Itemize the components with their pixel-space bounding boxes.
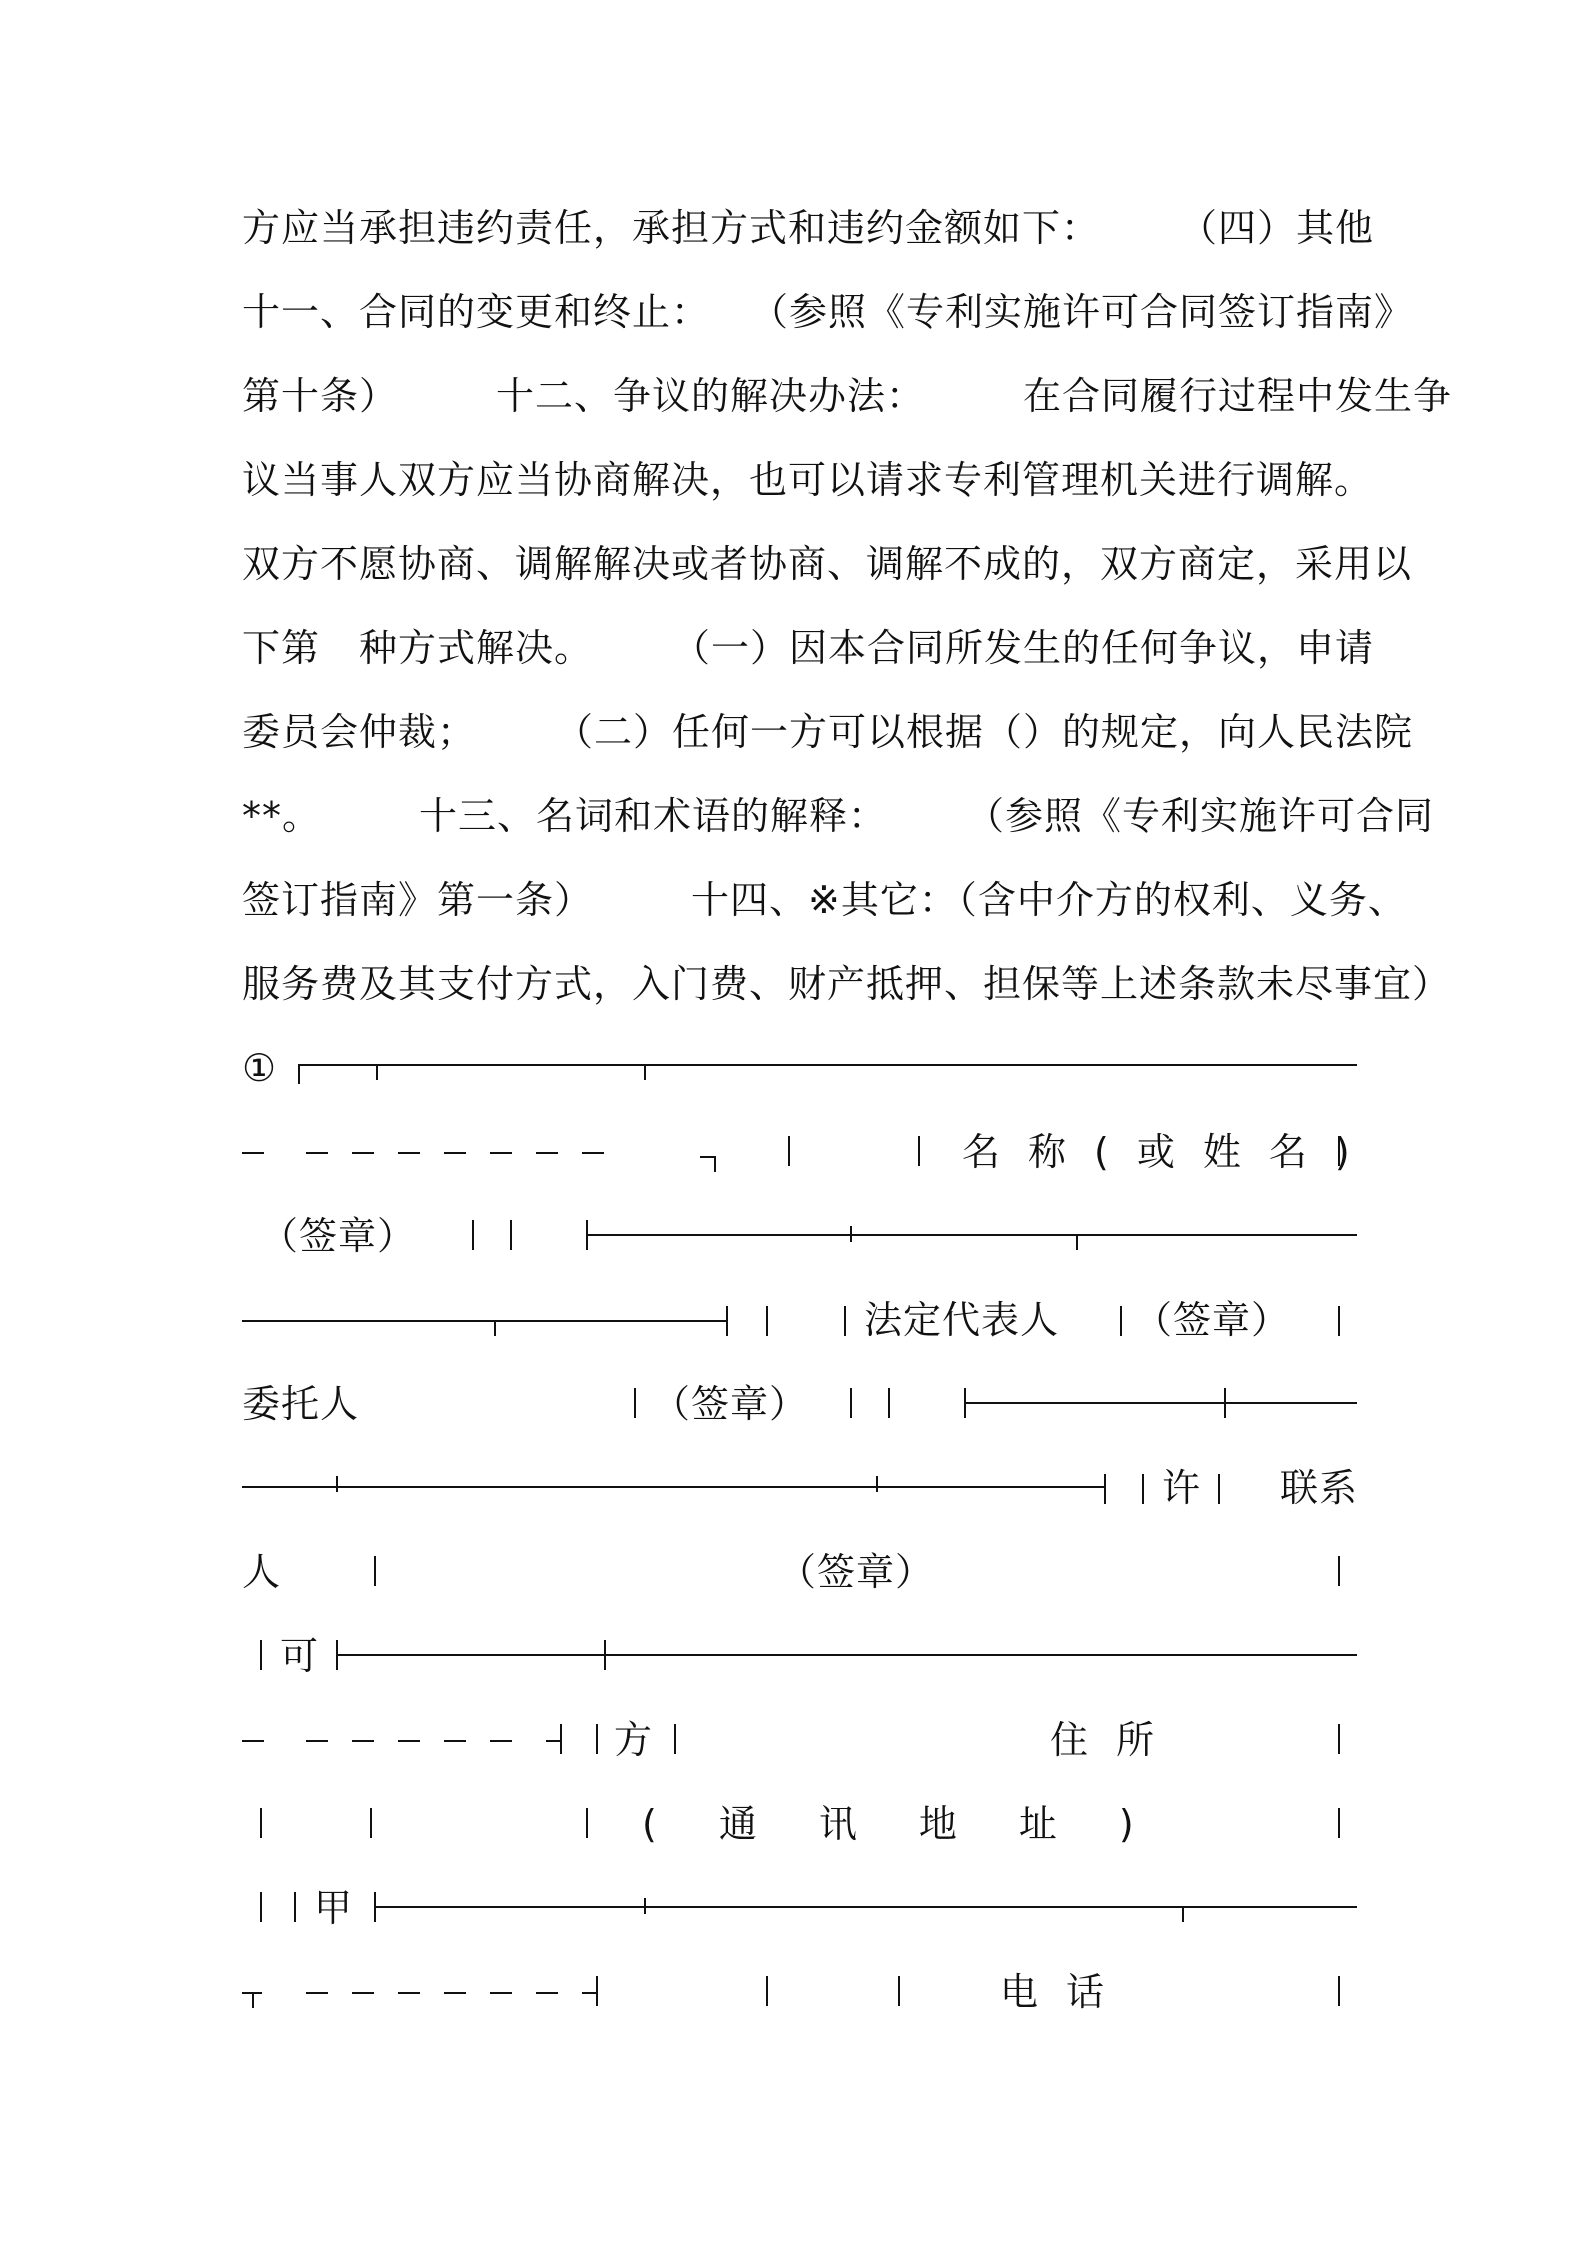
text-line (242, 606, 1375, 690)
party-char: 方 (614, 1718, 654, 1762)
signature-table-row (242, 1110, 1378, 1194)
table-rule (306, 1152, 328, 1154)
table-rule (888, 1388, 890, 1418)
text-line (242, 438, 1374, 522)
table-rule (398, 1740, 420, 1742)
table-rule (444, 1740, 466, 1742)
table-rule (1120, 1306, 1122, 1336)
signature-table-row (242, 1698, 1357, 1782)
table-rule (766, 1306, 768, 1336)
table-rule (376, 1064, 378, 1080)
table-rule (1338, 1556, 1340, 1586)
signature-table-row (242, 1362, 1357, 1446)
table-rule (596, 1976, 598, 2006)
table-rule (644, 1064, 646, 1080)
paragraph-line-5: 双方不愿协商、调解解决或者协商、调解不成的，双方商定，采用以 (242, 542, 1413, 586)
contact-label: 联系 (1280, 1466, 1359, 1510)
text-line (242, 354, 1453, 438)
table-rule (490, 1992, 512, 1994)
address-label: 住所 (1050, 1718, 1183, 1762)
mailing-address-label: (通讯地址) (642, 1802, 1196, 1846)
table-rule (1218, 1474, 1220, 1504)
seal-label: （签章） (778, 1550, 935, 1594)
table-rule (260, 1892, 262, 1922)
text-line (242, 270, 1414, 354)
signature-table-row (242, 1950, 1357, 2034)
name-label: 名称(或姓名) (962, 1130, 1378, 1174)
table-rule (242, 1152, 264, 1154)
phone-label: 电话 (1000, 1970, 1133, 2014)
table-rule (294, 1892, 296, 1922)
paragraph-line-10: 服务费及其支付方式，入门费、财产抵押、担保等上述条款未尽事宜） (242, 962, 1452, 1006)
table-rule (1338, 1808, 1340, 1838)
table-rule (596, 1724, 598, 1754)
table-rule (1142, 1474, 1144, 1504)
table-rule (444, 1152, 466, 1154)
table-rule (918, 1136, 920, 1166)
table-rule (1104, 1474, 1106, 1504)
table-rule (1338, 1976, 1340, 2006)
table-rule (1338, 1724, 1340, 1754)
signature-table-row (242, 1278, 1357, 1362)
paragraph-line-7: 委员会仲裁； （二）任何一方可以根据（）的规定，向人民法院 (242, 710, 1414, 754)
table-rule (1338, 1306, 1340, 1336)
paragraph-line-3: 第十条） 十二、争议的解决办法： 在合同履行过程中发生争 (242, 374, 1453, 418)
table-rule (850, 1226, 852, 1242)
text-line (242, 522, 1413, 606)
table-rule (546, 1740, 560, 1742)
table-rule (242, 1320, 726, 1322)
table-rule (964, 1402, 1357, 1404)
signature-table-row (242, 1614, 1357, 1698)
signature-table-row (242, 1866, 1357, 1950)
table-rule (582, 1992, 596, 1994)
table-rule (714, 1156, 716, 1172)
table-rule (494, 1320, 496, 1336)
seal-label: （签章） (652, 1382, 809, 1426)
table-rule (374, 1556, 376, 1586)
signature-table-row (242, 1782, 1357, 1866)
party-a-char: 甲 (314, 1886, 354, 1930)
table-rule (490, 1152, 512, 1154)
table-rule (336, 1476, 338, 1492)
table-rule (674, 1724, 676, 1754)
table-rule (398, 1152, 420, 1154)
text-line (242, 774, 1435, 858)
paragraph-line-9: 签订指南》第一条） 十四、※其它：（含中介方的权利、义务、 (242, 878, 1407, 922)
paragraph-line-2: 十一、合同的变更和终止： （参照《专利实施许可合同签订指南》 (242, 290, 1414, 334)
table-rule (472, 1220, 474, 1250)
table-rule (306, 1740, 328, 1742)
table-rule (260, 1640, 262, 1670)
table-rule (510, 1220, 512, 1250)
text-line (242, 942, 1452, 1026)
table-rule (766, 1976, 768, 2006)
table-rule (298, 1064, 300, 1084)
paragraph-line-4: 议当事人双方应当协商解决，也可以请求专利管理机关进行调解。 (242, 458, 1374, 502)
signature-table-row (242, 1194, 1357, 1278)
table-rule (490, 1740, 512, 1742)
table-rule (1338, 1136, 1340, 1166)
seal-label: （签章） (260, 1214, 417, 1258)
table-rule (1076, 1234, 1078, 1250)
agent-label: 委托人 (242, 1382, 360, 1426)
paragraph-line-6: 下第 种方式解决。 （一）因本合同所发生的任何争议，申请 (242, 626, 1375, 670)
table-rule (306, 1992, 328, 1994)
legal-representative-label: 法定代表人 (864, 1298, 1060, 1342)
table-rule (242, 1486, 1104, 1488)
table-rule (536, 1992, 558, 1994)
table-rule (586, 1808, 588, 1838)
table-rule (336, 1654, 1357, 1656)
table-rule (876, 1476, 878, 1492)
table-rule (898, 1976, 900, 2006)
table-rule (1182, 1906, 1184, 1922)
table-rule (374, 1906, 1357, 1908)
circle-number: ① (242, 1046, 278, 1090)
seal-label: （签章） (1134, 1298, 1291, 1342)
signature-table-row (242, 1530, 1357, 1614)
table-rule (850, 1388, 852, 1418)
signature-table-row (242, 1446, 1357, 1530)
table-rule (536, 1152, 558, 1154)
table-rule (560, 1724, 562, 1754)
table-rule (298, 1064, 1357, 1066)
table-rule (252, 1992, 254, 2008)
table-rule (352, 1992, 374, 1994)
table-rule (604, 1640, 606, 1670)
can-char: 可 (280, 1634, 320, 1678)
table-rule (260, 1808, 262, 1838)
table-rule (582, 1152, 604, 1154)
table-rule (844, 1306, 846, 1336)
table-rule (1224, 1388, 1226, 1418)
contact-person-label: 人 (242, 1550, 282, 1594)
paragraph-line-1: 方应当承担违约责任，承担方式和违约金额如下： （四）其他 (242, 206, 1375, 250)
paragraph-line-8: **。 十三、名词和术语的解释： （参照《专利实施许可合同 (242, 794, 1435, 838)
table-rule (634, 1388, 636, 1418)
permit-char: 许 (1162, 1466, 1202, 1510)
text-line (242, 186, 1375, 270)
table-rule (444, 1992, 466, 1994)
signature-table-row (242, 1026, 1357, 1110)
table-rule (700, 1156, 714, 1158)
table-rule (398, 1992, 420, 1994)
table-rule (726, 1306, 728, 1336)
table-rule (352, 1740, 374, 1742)
table-rule (586, 1234, 1357, 1236)
text-line (242, 690, 1414, 774)
table-rule (644, 1898, 646, 1914)
text-line (242, 858, 1407, 942)
table-rule (788, 1136, 790, 1166)
table-rule (242, 1740, 264, 1742)
table-rule (352, 1152, 374, 1154)
table-rule (370, 1808, 372, 1838)
